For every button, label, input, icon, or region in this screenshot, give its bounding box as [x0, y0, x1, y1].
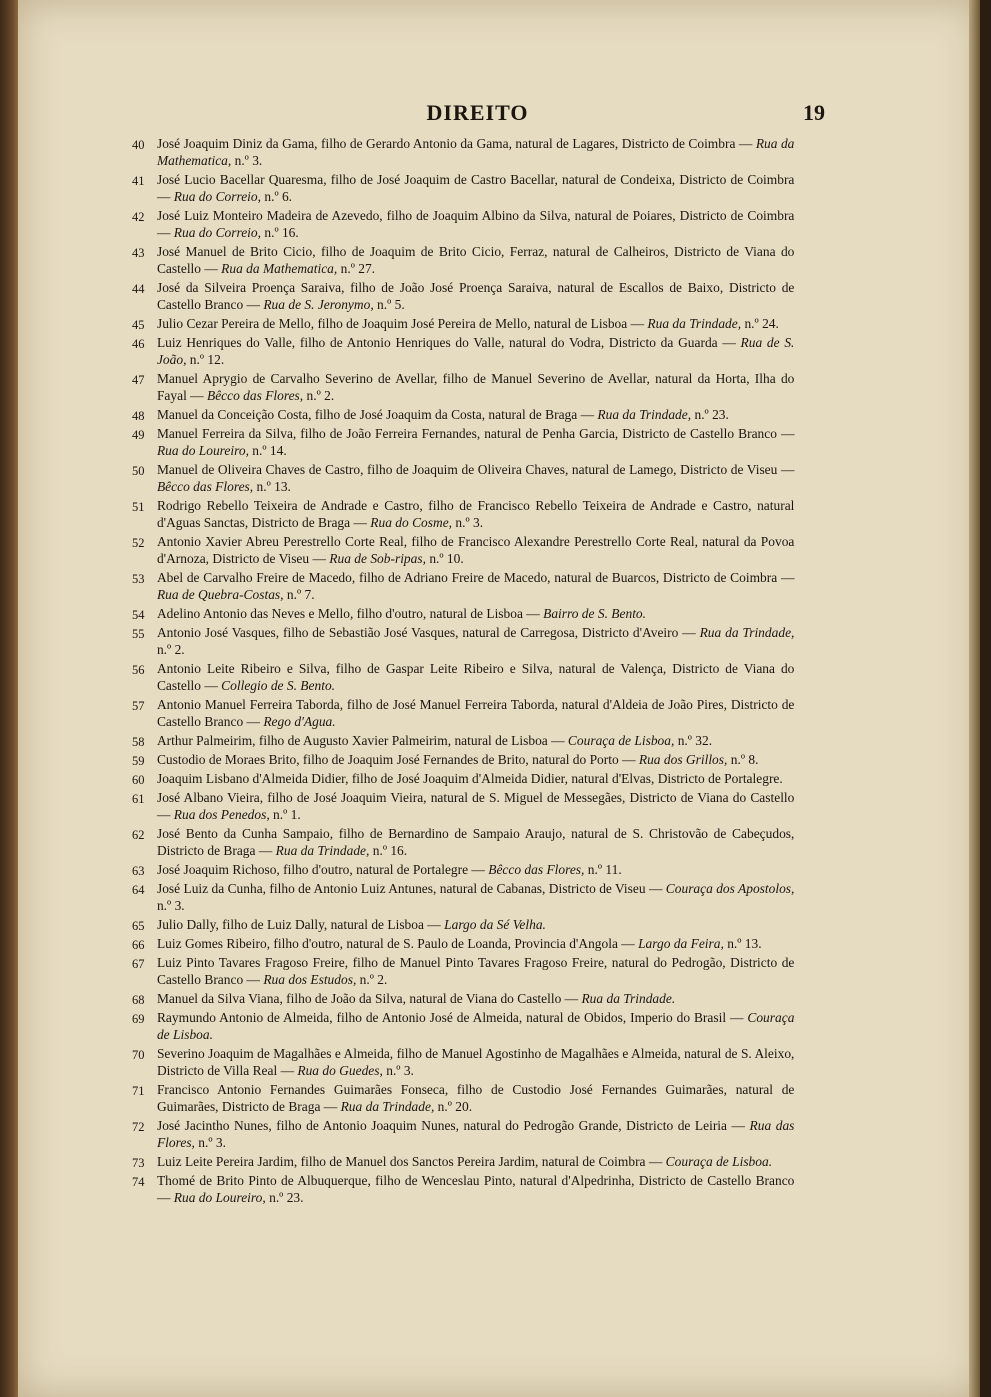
entry-house-number: n.º 10.	[429, 552, 464, 567]
page-header	[130, 100, 825, 136]
list-item	[132, 244, 794, 278]
entry-number: 49	[132, 427, 145, 442]
entry-address: Couraça de Lisboa,	[567, 734, 675, 749]
entry-text: Luiz Leite Pereira Jardim, filho de Manuel dos Sanctos Pereira Jardim, natural de Coimbra —	[156, 1155, 663, 1170]
list-item	[132, 790, 794, 824]
list-item	[132, 955, 794, 989]
entry-text: Abel de Carvalho Freire de Macedo, filho de Adriano Freire de Macedo, natural de Buarcos, Districto de Coimbra —	[156, 571, 795, 586]
entry-house-number: n.º 23.	[694, 408, 729, 423]
entry-text: Manuel Ferreira da Silva, filho de João Ferreira Fernandes, natural de Penha Garcia, Districto de Castello Branco —	[156, 427, 795, 442]
entry-house-number: n.º 11.	[587, 863, 622, 878]
entry-number: 60	[132, 772, 145, 787]
entry-address: Rua de Quebra-Costas,	[156, 588, 284, 603]
entry-house-number: n.º 5.	[377, 298, 405, 313]
entry-address: Rua dos Estudos,	[263, 973, 357, 988]
entry-number: 71	[132, 1083, 145, 1098]
entry-text: Thomé de Brito Pinto de Albuquerque, filho de Wenceslau Pinto, natural d'Alpedrinha, Districto de Castello Branco —	[156, 1174, 795, 1206]
list-item	[132, 1046, 794, 1080]
list-item	[132, 316, 794, 333]
entry-address: Couraça de Lisboa.	[156, 1011, 795, 1043]
list-item	[132, 371, 794, 405]
entry-number: 62	[132, 827, 145, 842]
list-item	[132, 280, 794, 314]
entry-text: José Joaquim Diniz da Gama, filho de Gerardo Antonio da Gama, natural de Lagares, Districto de Coimbra —	[156, 137, 753, 152]
entry-address: Rua do Cosme,	[370, 516, 453, 531]
entry-address: Rua dos Grillos,	[638, 753, 728, 768]
entry-number: 59	[132, 753, 145, 768]
list-item	[132, 1082, 794, 1116]
entry-address: Rua das Flores,	[156, 1119, 795, 1151]
entry-address: Rua do Loureiro,	[156, 444, 249, 459]
entry-house-number: n.º 14.	[252, 444, 287, 459]
entry-number: 50	[132, 463, 145, 478]
entry-address: Rua de Sob-ripas,	[329, 552, 426, 567]
entry-address: Rua de S. João,	[156, 336, 795, 368]
entry-number: 65	[132, 918, 145, 933]
entry-number: 56	[132, 662, 145, 677]
entry-number: 46	[132, 336, 145, 351]
entry-house-number: n.º 24.	[744, 317, 779, 332]
entry-address: Rua dos Penedos,	[173, 808, 270, 823]
list-item	[132, 771, 794, 788]
entry-number: 40	[132, 137, 145, 152]
entry-text: Julio Dally, filho de Luiz Dally, natural de Lisboa —	[156, 918, 441, 933]
running-title: DIREITO	[426, 100, 529, 125]
entry-number: 51	[132, 499, 145, 514]
entry-house-number: n.º 3.	[455, 516, 484, 531]
list-item	[132, 426, 794, 460]
list-item	[132, 661, 794, 695]
entry-text: José Lucio Bacellar Quaresma, filho de José Joaquim de Castro Bacellar, natural de Condeixa, Districto de Coimbra —	[156, 173, 795, 205]
list-item	[132, 1010, 794, 1044]
entry-house-number: n.º 8.	[730, 753, 759, 768]
entry-text: Arthur Palmeirim, filho de Augusto Xavier Palmeirim, natural de Lisboa —	[156, 734, 565, 749]
list-item	[132, 172, 794, 206]
entry-text: Custodio de Moraes Brito, filho de Joaquim José Fernandes de Brito, natural do Porto —	[156, 753, 636, 768]
list-item	[132, 881, 794, 915]
entry-text: Luiz Gomes Ribeiro, filho d'outro, natural de S. Paulo de Loanda, Provincia d'Angola —	[156, 937, 635, 952]
entry-house-number: n.º 3.	[198, 1136, 226, 1151]
entry-address: Rua da Trindade,	[699, 626, 795, 641]
entry-text: Julio Cezar Pereira de Mello, filho de Joaquim José Pereira de Mello, natural de Lisboa —	[156, 317, 645, 332]
list-item	[132, 407, 794, 424]
entry-number: 48	[132, 408, 145, 423]
entry-address: Largo da Feira,	[638, 937, 724, 952]
entry-number: 41	[132, 173, 145, 188]
entry-number: 61	[132, 791, 145, 806]
list-item	[132, 752, 794, 769]
entry-number: 42	[132, 209, 145, 224]
entry-house-number: n.º 32.	[677, 734, 713, 749]
entry-text: Raymundo Antonio de Almeida, filho de Antonio José de Almeida, natural de Obidos, Imperio do Brasil —	[156, 1011, 744, 1026]
entry-house-number: n.º 7.	[286, 588, 315, 603]
list-item	[132, 1118, 794, 1152]
list-item	[132, 917, 794, 934]
entry-text: José Joaquim Richoso, filho d'outro, natural de Portalegre —	[156, 863, 485, 878]
entry-text: Luiz Henriques do Valle, filho de Antonio Henriques do Valle, natural do Vodra, Districto da Guarda —	[156, 336, 736, 351]
list-item	[132, 1173, 794, 1207]
entry-address: Rua da Trindade,	[597, 408, 692, 423]
entry-address: Rua da Mathematica,	[221, 262, 338, 277]
entry-house-number: n.º 2.	[156, 643, 185, 658]
entry-house-number: n.º 12.	[189, 353, 225, 368]
entry-house-number: n.º 3.	[156, 899, 185, 914]
entry-text: José Bento da Cunha Sampaio, filho de Bernardino de Sampaio Araujo, natural de S. Christovão de Cabeçudos, Districto de Braga —	[156, 827, 795, 859]
entry-address: Bêcco das Flores,	[206, 389, 304, 404]
entry-address: Bêcco das Flores,	[156, 480, 254, 495]
entry-address: Collegio de S. Bento.	[221, 679, 336, 694]
list-item	[132, 606, 794, 623]
entry-address: Rua da Trindade.	[581, 992, 676, 1007]
entry-address: Rua da Mathematica,	[156, 137, 795, 169]
entry-number: 58	[132, 734, 145, 749]
entry-address: Rua do Guedes,	[297, 1064, 383, 1079]
page-number: 19	[803, 100, 825, 125]
entry-text: José Jacintho Nunes, filho de Antonio Joaquim Nunes, natural do Pedrogão Grande, Districto de Leiria —	[156, 1119, 745, 1134]
entry-house-number: n.º 2.	[359, 973, 388, 988]
entry-address: Couraça dos Apostolos,	[665, 882, 795, 897]
entry-text: Manuel de Oliveira Chaves de Castro, filho de Joaquim de Oliveira Chaves, natural de Lamego, Districto de Viseu —	[156, 463, 795, 478]
entry-house-number: n.º 27.	[340, 262, 376, 277]
entry-text: Severino Joaquim de Magalhães e Almeida, filho de Manuel Agostinho de Magalhães e Almeida, natural de S. Aleixo, Districto de Villa Real —	[156, 1047, 795, 1079]
entry-text: José da Silveira Proença Saraiva, filho de João José Proença Saraiva, natural de Escallos de Baixo, Districto de Castello Branco —	[156, 281, 795, 313]
entry-list	[132, 136, 822, 1209]
list-item	[132, 208, 794, 242]
list-item	[132, 862, 794, 879]
list-item	[132, 462, 794, 496]
entry-address: Couraça de Lisboa.	[665, 1155, 773, 1170]
entry-text: Antonio Manuel Ferreira Taborda, filho de José Manuel Ferreira Taborda, natural d'Aldeia de João Pires, Districto de Castello Branco —	[156, 698, 795, 730]
list-item	[132, 936, 794, 953]
entry-number: 73	[132, 1155, 145, 1170]
entry-number: 47	[132, 372, 145, 387]
entry-house-number: n.º 20.	[437, 1100, 473, 1115]
entry-house-number: n.º 1.	[273, 808, 301, 823]
entry-number: 70	[132, 1047, 145, 1062]
entry-address: Rua do Correio,	[173, 190, 261, 205]
entry-number: 45	[132, 317, 145, 332]
entry-house-number: n.º 13.	[256, 480, 291, 495]
entry-number: 52	[132, 535, 145, 550]
list-item	[132, 335, 794, 369]
list-item	[132, 991, 794, 1008]
entry-text: Joaquim Lisbano d'Almeida Didier, filho de José Joaquim d'Almeida Didier, natural d'Elvas, Districto de Portalegre.	[156, 772, 783, 787]
entry-text: Antonio José Vasques, filho de Sebastião José Vasques, natural de Carregosa, Districto d'Aveiro —	[156, 626, 696, 641]
list-item	[132, 697, 794, 731]
entry-number: 67	[132, 956, 145, 971]
entry-number: 53	[132, 571, 145, 586]
entry-house-number: n.º 3.	[386, 1064, 414, 1079]
entry-number: 55	[132, 626, 145, 641]
list-item	[132, 1154, 794, 1171]
entry-text: Rodrigo Rebello Teixeira de Andrade e Castro, filho de Francisco Rebello Teixeira de Andrade e Castro, natural d'Aguas Sanctas, Districto de Braga —	[156, 499, 795, 531]
list-item	[132, 733, 794, 750]
entry-text: Francisco Antonio Fernandes Guimarães Fonseca, filho de Custodio José Fernandes Guimarães, natural de Guimarães, Districto de Braga —	[156, 1083, 795, 1115]
list-item	[132, 570, 794, 604]
entry-number: 66	[132, 937, 145, 952]
list-item	[132, 534, 794, 568]
entry-address: Rua da Trindade,	[275, 844, 370, 859]
entry-number: 69	[132, 1011, 145, 1026]
entry-address: Bêcco das Flores,	[488, 863, 585, 878]
entry-house-number: n.º 16.	[264, 226, 299, 241]
list-item	[132, 136, 794, 170]
entry-address: Bairro de S. Bento.	[543, 607, 647, 622]
entry-text: Antonio Leite Ribeiro e Silva, filho de Gaspar Leite Ribeiro e Silva, natural de Valença, Districto de Viana do Castello —	[156, 662, 795, 694]
entry-text: Antonio Xavier Abreu Perestrello Corte Real, filho de Francisco Alexandre Perestrello Corte Real, natural da Povoa d'Arnoza, Districto de Viseu —	[156, 535, 795, 567]
entry-text: José Luiz da Cunha, filho de Antonio Luiz Antunes, natural de Cabanas, Districto de Viseu —	[156, 882, 663, 897]
entry-number: 72	[132, 1119, 145, 1134]
entry-text: José Luiz Monteiro Madeira de Azevedo, filho de Joaquim Albino da Silva, natural de Poiares, Districto de Coimbra —	[156, 209, 795, 241]
entry-text: Manuel Aprygio de Carvalho Severino de Avellar, filho de Manuel Severino de Avellar, natural da Horta, Ilha do Fayal —	[156, 372, 795, 404]
entry-address: Largo da Sé Velha.	[444, 918, 546, 933]
entry-house-number: n.º 23.	[269, 1191, 304, 1206]
entry-house-number: n.º 2.	[306, 389, 335, 404]
entry-number: 74	[132, 1174, 145, 1189]
entry-number: 68	[132, 992, 145, 1007]
entry-text: Luiz Pinto Tavares Fragoso Freire, filho de Manuel Pinto Tavares Fragoso Freire, natural do Pedrogão, Districto de Castello Branco —	[156, 956, 795, 988]
list-item	[132, 826, 794, 860]
entry-house-number: n.º 16.	[372, 844, 408, 859]
entry-address: Rua da Trindade,	[647, 317, 742, 332]
book-spine	[0, 0, 18, 1397]
entry-number: 54	[132, 607, 145, 622]
entry-address: Rua do Correio,	[173, 226, 261, 241]
entry-text: José Manuel de Brito Cicio, filho de Joaquim de Brito Cicio, Ferraz, natural de Calheiros, Districto de Viana do Castello —	[156, 245, 795, 277]
entry-number: 63	[132, 863, 145, 878]
entry-address: Rua de S. Jeronymo,	[263, 298, 374, 313]
entry-address: Rua da Trindade,	[340, 1100, 435, 1115]
entry-text: Manuel da Conceição Costa, filho de José Joaquim da Costa, natural de Braga —	[156, 408, 595, 423]
entry-number: 57	[132, 698, 145, 713]
entry-number: 43	[132, 245, 145, 260]
entry-address: Rego d'Agua.	[263, 715, 336, 730]
entry-text: Adelino Antonio das Neves e Mello, filho d'outro, natural de Lisboa —	[156, 607, 540, 622]
entry-house-number: n.º 6.	[264, 190, 293, 205]
entry-address: Rua do Loureiro,	[173, 1191, 266, 1206]
list-item	[132, 498, 794, 532]
entry-house-number: n.º 13.	[727, 937, 762, 952]
entry-house-number: n.º 3.	[234, 154, 263, 169]
entry-number: 64	[132, 882, 145, 897]
entry-number: 44	[132, 281, 145, 296]
page-edge	[969, 0, 980, 1397]
list-item	[132, 625, 794, 659]
entry-text: José Albano Vieira, filho de José Joaquim Vieira, natural de S. Miguel de Messegães, Districto de Viana do Castello —	[156, 791, 795, 823]
entry-text: Manuel da Silva Viana, filho de João da Silva, natural de Viana do Castello —	[156, 992, 579, 1007]
